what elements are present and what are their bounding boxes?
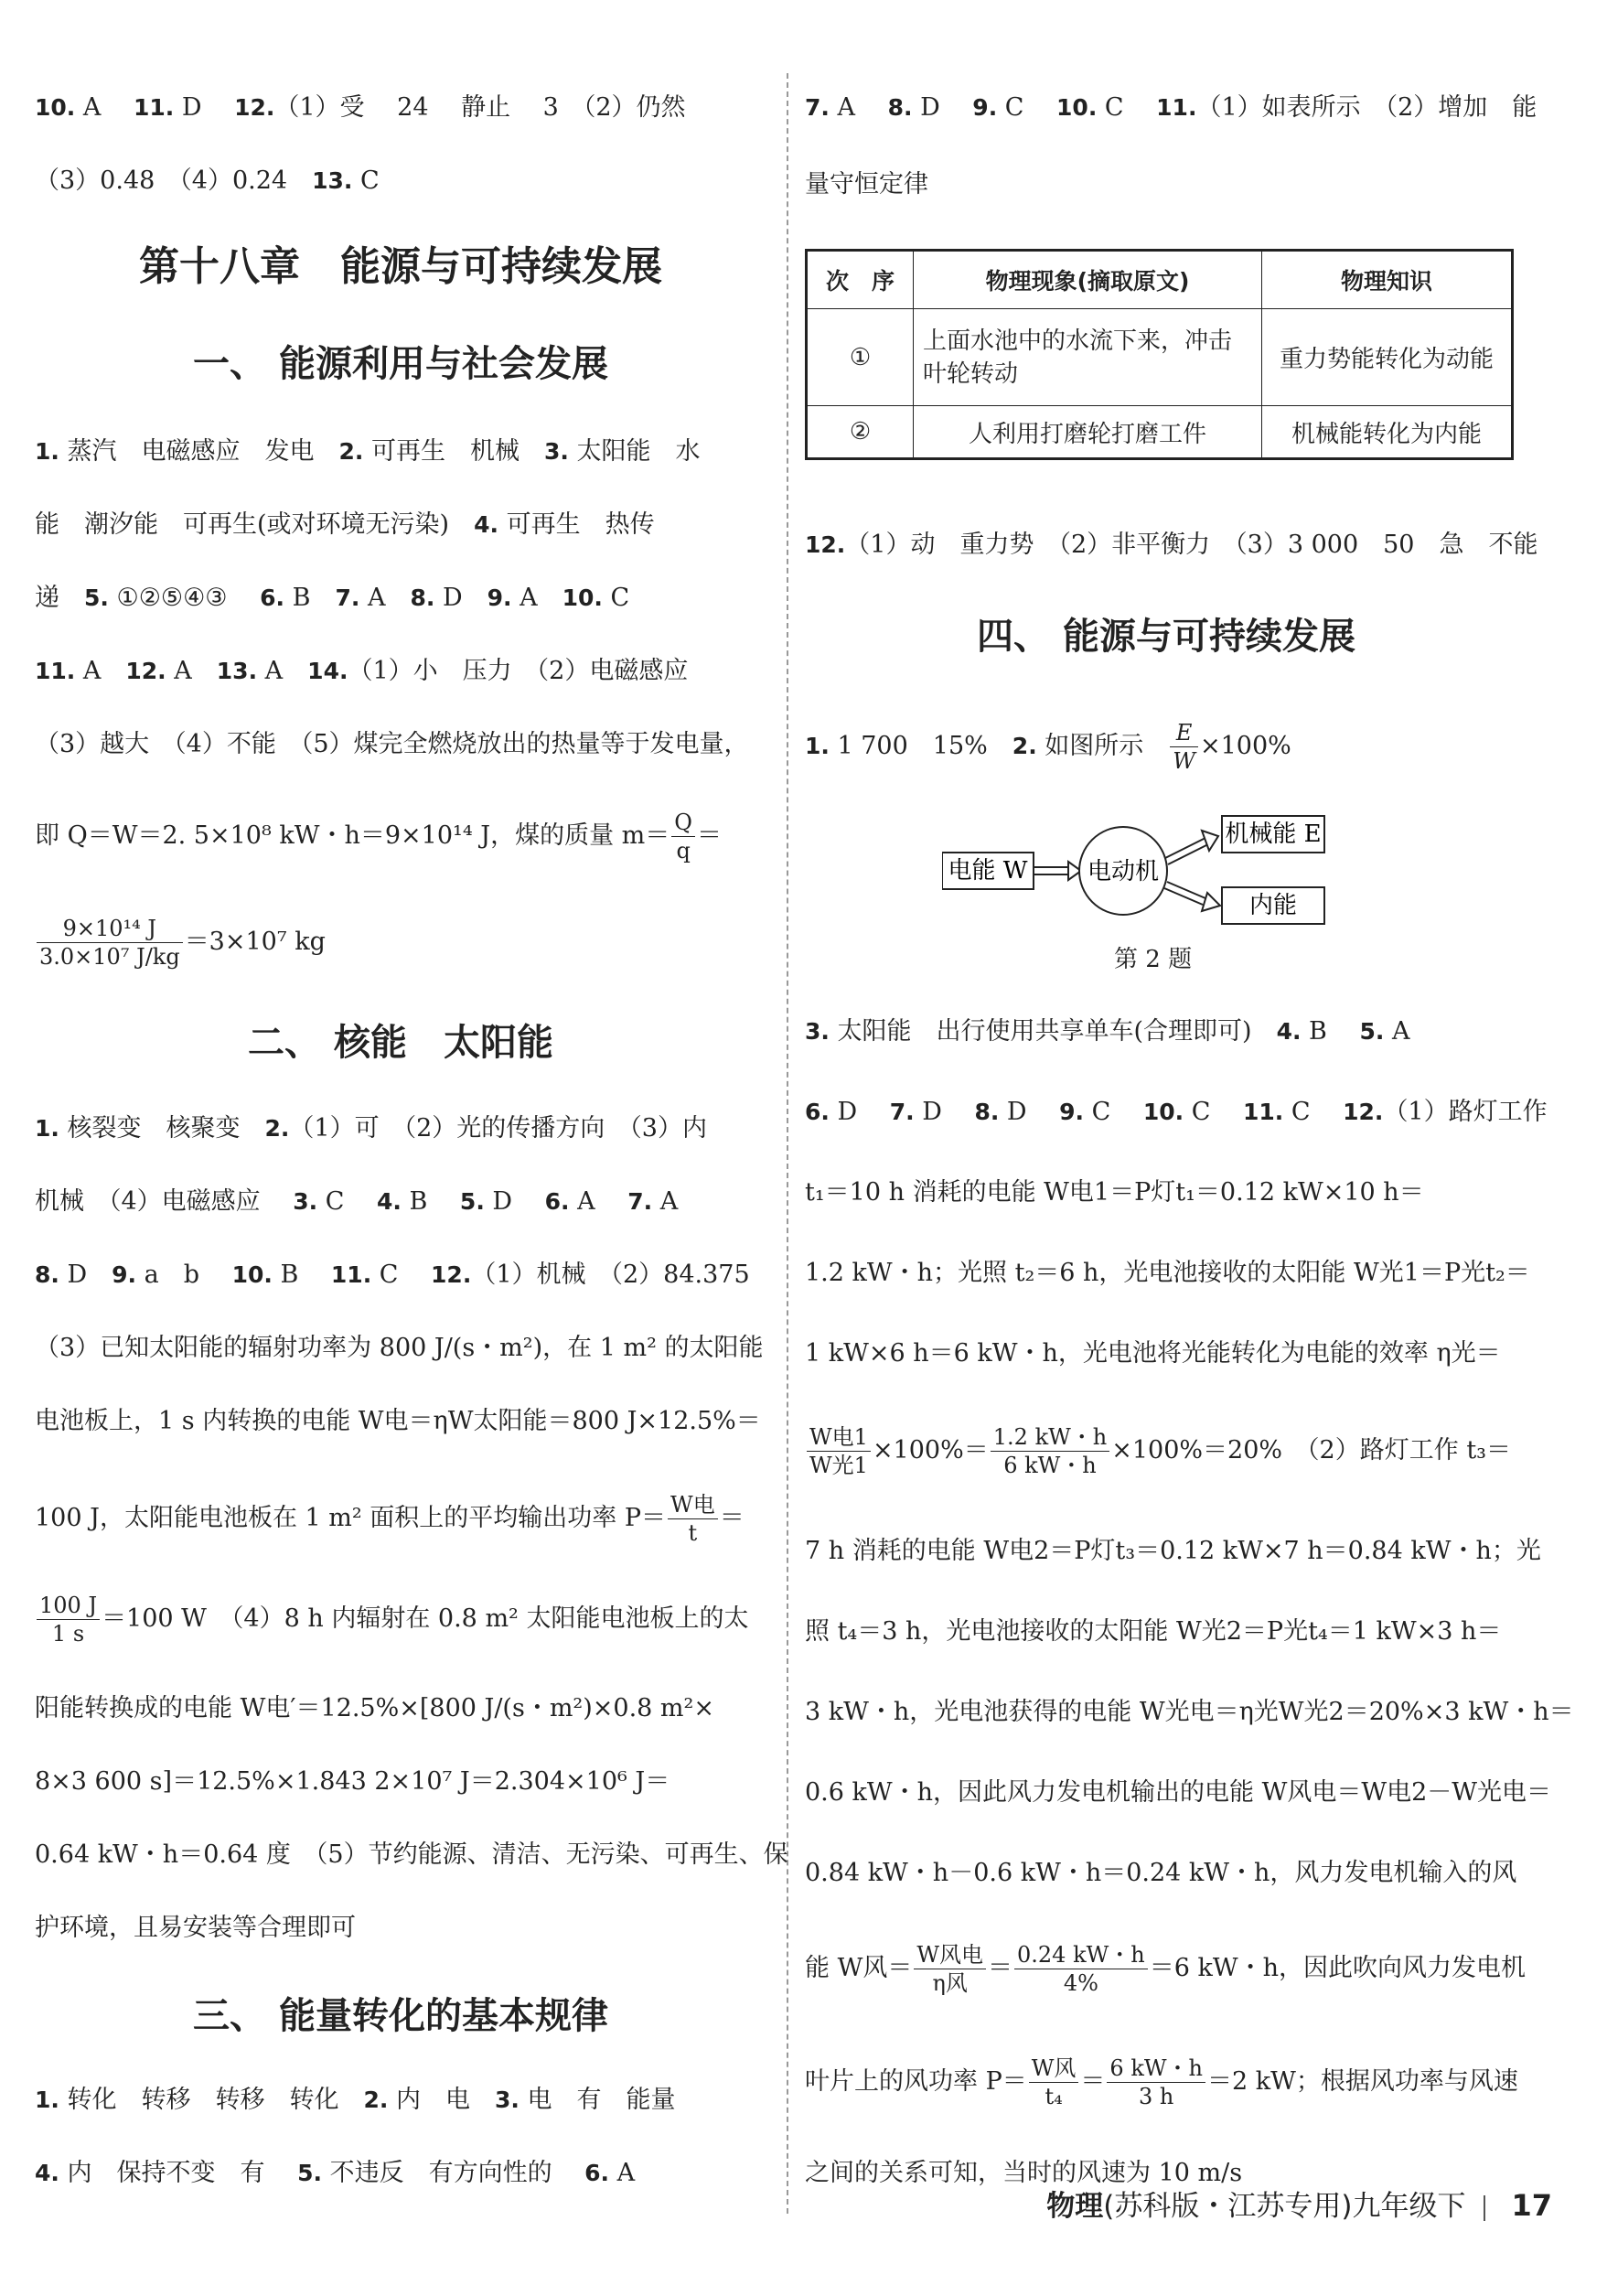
fraction: $\frac{\text{W电}}{t}$ xyxy=(668,1491,718,1547)
answer-line xyxy=(805,166,928,203)
table-cell: 机械能转化为内能 xyxy=(1262,406,1513,459)
answer-text: 能 潮汐能 可再生(或对环境无污染) xyxy=(35,510,475,539)
answer-line xyxy=(35,726,749,763)
answer-text: D xyxy=(174,93,235,122)
question-number: 7. xyxy=(627,1188,653,1215)
table-cell: ② xyxy=(807,406,914,459)
section-title: 一、 能源利用与社会发展 xyxy=(193,343,608,385)
question-number: 10. xyxy=(231,1261,273,1288)
arrow-head-icon xyxy=(1202,831,1218,851)
fraction: $\frac{Q}{q}$ xyxy=(671,809,695,864)
question-number: 13. xyxy=(216,658,258,684)
question-number: 4. xyxy=(35,2160,59,2186)
question-number: 11. xyxy=(35,658,76,684)
question-number: 9. xyxy=(1059,1099,1085,1125)
answer-text: 内 保持不变 有 xyxy=(59,2159,298,2187)
answer-text: C xyxy=(1283,1098,1344,1126)
question-number: 7. xyxy=(889,1099,915,1125)
answer-text: A xyxy=(569,1187,628,1216)
text-line: 护环境，且易安装等合理即可 xyxy=(35,1914,356,1942)
answer-text: 电池板上，1 s 内转换的电能 W电＝ηW太阳能＝800 J×12.5%＝ xyxy=(35,1407,761,1435)
answer-text: （3）已知太阳能的辐射功率为 800 J/(s・m²)，在 1 m² 的太阳能 xyxy=(35,1334,764,1362)
question-number: 10. xyxy=(1142,1099,1184,1125)
answer-text: （1）动 重力势 （2）非平衡力 （3）3 000 50 急 不能 xyxy=(845,531,1538,559)
answer-text: （1）可 （2）光的传播方向 （3）内 xyxy=(289,1114,707,1143)
answer-text: （1）如表所示 （2）增加 能 xyxy=(1196,93,1537,122)
question-number: 6. xyxy=(584,2160,610,2186)
text-line: 0.84 kW・h－0.6 kW・h＝0.24 kW・h，风力发电机输入的风 xyxy=(805,1859,1517,1887)
answer-text: A xyxy=(359,584,411,612)
answer-line xyxy=(35,2155,635,2192)
question-number: 10. xyxy=(562,585,603,611)
answer-text: D xyxy=(914,1098,975,1126)
fraction: $\frac{6 kW・h}{3 h}$ xyxy=(1107,2055,1205,2110)
fraction: $\frac{0.24 kW・h}{4\%}$ xyxy=(1014,1941,1148,1997)
answer-text: （1）机械 （2）84.375 xyxy=(471,1261,750,1289)
question-number: 13. xyxy=(312,167,353,194)
answer-line xyxy=(805,1014,1409,1050)
table-header: 物理知识 xyxy=(1262,251,1513,309)
text-line: 8×3 600 s]＝12.5%×1.843 2×10⁷ J＝2.304×10⁶ J＝ xyxy=(35,1767,670,1796)
fraction: $\frac{\text{W风电}}{\text{η风}}$ xyxy=(914,1941,986,1997)
question-number: 2. xyxy=(264,1115,290,1142)
answer-text: （3）越大 （4）不能 （5）煤完全燃烧放出的热量等于发电量， xyxy=(35,730,749,758)
answer-text: a b xyxy=(136,1261,232,1289)
motor-label: 电动机 xyxy=(1087,858,1160,885)
answer-line xyxy=(805,90,1537,126)
answer-text: 量守恒定律 xyxy=(805,170,928,198)
answer-text: C xyxy=(1097,93,1157,122)
answer-text: 转化 转移 转移 转化 xyxy=(59,2086,364,2114)
text-line: 之间的关系可知，当时的风速为 10 m/s xyxy=(805,2159,1243,2187)
question-number: 3. xyxy=(805,1018,830,1045)
question-number: 6. xyxy=(544,1188,570,1215)
answer-text: B xyxy=(1301,1017,1360,1046)
answer-text: C xyxy=(1184,1098,1244,1126)
answer-text: D xyxy=(434,584,487,612)
answer-line xyxy=(805,1175,1424,1211)
page-number: 17 xyxy=(1511,2188,1552,2223)
answer-line xyxy=(35,1330,764,1367)
formula-line: $\frac{100 J}{1 s}$ ＝100 W （4）8 h 内辐射在 0.8 m² 太阳能电池板上的太 xyxy=(35,1592,748,1647)
answer-text: （1）路灯工作 xyxy=(1383,1098,1548,1126)
fraction: $\frac{100 J}{1 s}$ xyxy=(37,1592,100,1647)
answer-text: C xyxy=(352,166,380,195)
formula-line: $\frac{\text{9×10¹⁴ J}}{\text{3.0×10⁷ J/kg}}$ ＝3×10⁷ kg xyxy=(35,915,326,971)
table-cell: ① xyxy=(807,309,914,406)
answer-text: C xyxy=(602,584,630,612)
question-number: 12. xyxy=(234,94,275,121)
answer-text: A xyxy=(75,657,126,685)
answer-text: A xyxy=(1384,1017,1410,1046)
question-number: 8. xyxy=(974,1099,1000,1125)
formula-line: 即 Q＝W＝2. 5×10⁸ kW・h＝9×10¹⁴ J，煤的质量 m＝ $\frac{Q}{q}$ ＝ xyxy=(35,810,722,864)
answer-line xyxy=(35,2082,676,2119)
question-number: 8. xyxy=(410,585,435,611)
answer-text: ①②⑤④③ xyxy=(108,584,261,612)
answer-text: D xyxy=(59,1261,112,1289)
answer-line xyxy=(805,1255,1530,1292)
table-cell: 重力势能转化为动能 xyxy=(1262,309,1513,406)
answer-line xyxy=(35,163,380,199)
answer-line xyxy=(35,90,686,126)
answer-text: D xyxy=(484,1187,545,1216)
question-number: 9. xyxy=(487,585,512,611)
question-number: 12. xyxy=(1343,1099,1384,1125)
figure-caption: 第 2 题 xyxy=(1114,946,1193,973)
section-title: 三、 能量转化的基本规律 xyxy=(193,1995,608,2037)
formula-line: 能 W风＝ $\frac{\text{W风电}}{\text{η风}}$ ＝ $\frac{0.24 kW・h}{4\%}$ ＝6 kW・h，因此吹向风力发电机 xyxy=(805,1942,1527,1996)
answer-text: A xyxy=(166,657,217,685)
arrow-head-icon xyxy=(1202,893,1220,911)
energy-flow-diagram xyxy=(942,814,1326,960)
answer-line xyxy=(35,1184,678,1220)
answer-text: C xyxy=(997,93,1057,122)
answer-line: 1. 1 700 15% 2. 如图所示 $\frac{E}{W}$ ×100% xyxy=(805,720,1291,774)
question-number: 14. xyxy=(307,658,348,684)
answer-line xyxy=(35,653,688,690)
fraction: $\frac{\text{W电1}}{\text{W光1}}$ xyxy=(807,1423,871,1479)
question-number: 2. xyxy=(338,438,364,465)
answer-line xyxy=(35,580,629,617)
table-cell: 人利用打磨轮打磨工件 xyxy=(914,406,1262,459)
answer-text: 机械 （4）电磁感应 xyxy=(35,1187,294,1216)
question-number: 12. xyxy=(125,658,166,684)
output-label: 内能 xyxy=(1248,892,1298,919)
question-number: 9. xyxy=(972,94,998,121)
answer-text: （3）0.48 （4）0.24 xyxy=(35,166,313,195)
answer-text: D xyxy=(829,1098,890,1126)
answer-line xyxy=(35,434,701,470)
output-label: 机械能 E xyxy=(1225,821,1322,848)
answer-line xyxy=(35,1110,707,1147)
question-number: 10. xyxy=(1056,94,1098,121)
arrow-line xyxy=(1167,882,1205,898)
question-number: 1. xyxy=(35,2087,59,2113)
question-number: 8. xyxy=(35,1261,59,1288)
answer-text: 1 kW×6 h＝6 kW・h，光电池将光能转化为电能的效率 η光＝ xyxy=(805,1339,1501,1368)
answer-text: 递 xyxy=(35,584,84,612)
answer-text: C xyxy=(1084,1098,1143,1126)
question-number: 9. xyxy=(112,1261,137,1288)
question-number: 7. xyxy=(335,585,360,611)
question-number: 2. xyxy=(363,2087,389,2113)
answer-line xyxy=(805,1336,1501,1372)
table-header: 物理现象(摘取原文) xyxy=(914,251,1262,309)
answer-text: B xyxy=(401,1187,460,1216)
answer-text: A xyxy=(257,657,308,685)
answer-text: A xyxy=(609,2159,636,2187)
answer-text: A xyxy=(511,584,562,612)
answer-text: 蒸汽 电磁感应 发电 xyxy=(59,437,339,466)
question-number: 11. xyxy=(330,1261,372,1288)
answer-text: C xyxy=(371,1261,432,1289)
answer-text: B xyxy=(272,1261,331,1289)
question-number: 5. xyxy=(459,1188,485,1215)
answer-line xyxy=(35,1403,761,1440)
page-footer xyxy=(1046,2183,1552,2224)
fraction: $\frac{\text{W风}}{\text{t₄}}$ xyxy=(1029,2055,1079,2110)
answer-table xyxy=(805,249,1514,460)
answer-text: （1）小 压力 （2）电磁感应 xyxy=(348,657,689,685)
question-number: 5. xyxy=(297,2160,322,2186)
fraction: $\frac{E}{W}$ xyxy=(1170,719,1198,775)
answer-text: C xyxy=(317,1187,377,1216)
table-header: 次 序 xyxy=(807,251,914,309)
answer-text: 1.2 kW・h；光照 t₂＝6 h，光电池接收的太阳能 W光1＝P光t₂＝ xyxy=(805,1259,1530,1287)
question-number: 11. xyxy=(133,94,175,121)
formula-line: 100 J，太阳能电池板在 1 m² 面积上的平均输出功率 P＝ $\frac{\text{W电}}{t}$ ＝ xyxy=(35,1492,745,1546)
question-number: 7. xyxy=(805,94,830,121)
question-number: 4. xyxy=(377,1188,402,1215)
formula-line: $\frac{\text{W电1}}{\text{W光1}}$ ×100%＝ $\frac{1.2 kW・h}{6 kW・h}$ ×100%＝20% （2）路灯工作 t₃＝ xyxy=(805,1423,1511,1479)
question-number: 5. xyxy=(1359,1018,1385,1045)
arrow-line xyxy=(1164,888,1203,905)
question-number: 11. xyxy=(1156,94,1197,121)
answer-text: 太阳能 出行使用共享单车(合理即可) xyxy=(829,1017,1277,1046)
answer-text: 太阳能 水 xyxy=(568,437,701,466)
question-number: 6. xyxy=(805,1099,830,1125)
chapter-title: 第十八章 能源与可持续发展 xyxy=(139,243,662,290)
answer-line xyxy=(35,1257,750,1293)
answer-text: 电 有 能量 xyxy=(519,2086,676,2114)
question-number: 3. xyxy=(293,1188,318,1215)
question-number: 10. xyxy=(35,94,76,121)
section-title: 二、 核能 太阳能 xyxy=(248,1022,553,1064)
question-number: 12. xyxy=(805,531,846,558)
answer-line xyxy=(35,507,655,543)
question-number: 12. xyxy=(431,1261,472,1288)
fraction: $\frac{1.2 kW・h}{6 kW・h}$ xyxy=(991,1423,1109,1479)
text-line: 0.64 kW・h＝0.64 度 （5）节约能源、清洁、无污染、可再生、保 xyxy=(35,1840,788,1869)
answer-text: t₁＝10 h 消耗的电能 W电1＝P灯t₁＝0.12 kW×10 h＝ xyxy=(805,1178,1424,1207)
footer-edition: (苏科版・江苏专用)九年级下 xyxy=(1103,2190,1466,2223)
input-label: 电能 W xyxy=(948,857,1028,885)
answer-text: A xyxy=(829,93,888,122)
answer-text: 内 电 xyxy=(388,2086,495,2114)
footer-divider xyxy=(1484,2195,1485,2221)
answer-text: 可再生 热传 xyxy=(498,510,655,539)
answer-text: A xyxy=(75,93,134,122)
text-line: 照 t₄＝3 h，光电池接收的太阳能 W光2＝P光t₄＝1 kW×3 h＝ xyxy=(805,1617,1502,1646)
answer-text: 可再生 机械 xyxy=(363,437,544,466)
column-divider xyxy=(787,73,789,2214)
text-line: 3 kW・h，光电池获得的电能 W光电＝η光W光2＝20%×3 kW・h＝ xyxy=(805,1698,1574,1726)
text-line: 阳能转换成的电能 W电′＝12.5%×[800 J/(s・m²)×0.8 m²× xyxy=(35,1694,714,1722)
question-number: 3. xyxy=(544,438,569,465)
question-number: 8. xyxy=(887,94,913,121)
answer-text: A xyxy=(652,1187,679,1216)
footer-book: 物理 xyxy=(1046,2190,1104,2223)
question-number: 4. xyxy=(474,511,498,538)
question-number: 1. xyxy=(35,438,59,465)
text-line: 7 h 消耗的电能 W电2＝P灯t₃＝0.12 kW×7 h＝0.84 kW・h；光 xyxy=(805,1537,1541,1565)
answer-text: 核裂变 核聚变 xyxy=(59,1114,265,1143)
formula-line: 叶片上的风功率 P＝ $\frac{\text{W风}}{\text{t₄}}$ ＝ $\frac{6 kW・h}{3 h}$ ＝2 kW；根据风功率与风速 xyxy=(805,2055,1518,2109)
question-number: 11. xyxy=(1243,1099,1284,1125)
text-line: 0.6 kW・h，因此风力发电机输出的电能 W风电＝W电2－W光电＝ xyxy=(805,1778,1552,1807)
answer-line xyxy=(805,1094,1548,1131)
question-number: 1. xyxy=(35,1115,59,1142)
table-cell: 上面水池中的水流下来，冲击叶轮转动 xyxy=(914,309,1262,406)
answer-text: （1）受 24 静止 3 （2）仍然 xyxy=(274,93,686,122)
question-number: 4. xyxy=(1276,1018,1302,1045)
answer-text: D xyxy=(912,93,973,122)
answer-text: B xyxy=(284,584,336,612)
answer-text: 不违反 有方向性的 xyxy=(321,2159,585,2187)
section-title: 四、 能源与可持续发展 xyxy=(977,616,1355,658)
fraction: $\frac{\text{9×10¹⁴ J}}{\text{3.0×10⁷ J/kg}}$ xyxy=(37,915,183,971)
answer-text: D xyxy=(999,1098,1060,1126)
question-number: 6. xyxy=(260,585,285,611)
answer-line xyxy=(805,527,1537,563)
question-number: 5. xyxy=(84,585,109,611)
question-number: 3. xyxy=(495,2087,520,2113)
